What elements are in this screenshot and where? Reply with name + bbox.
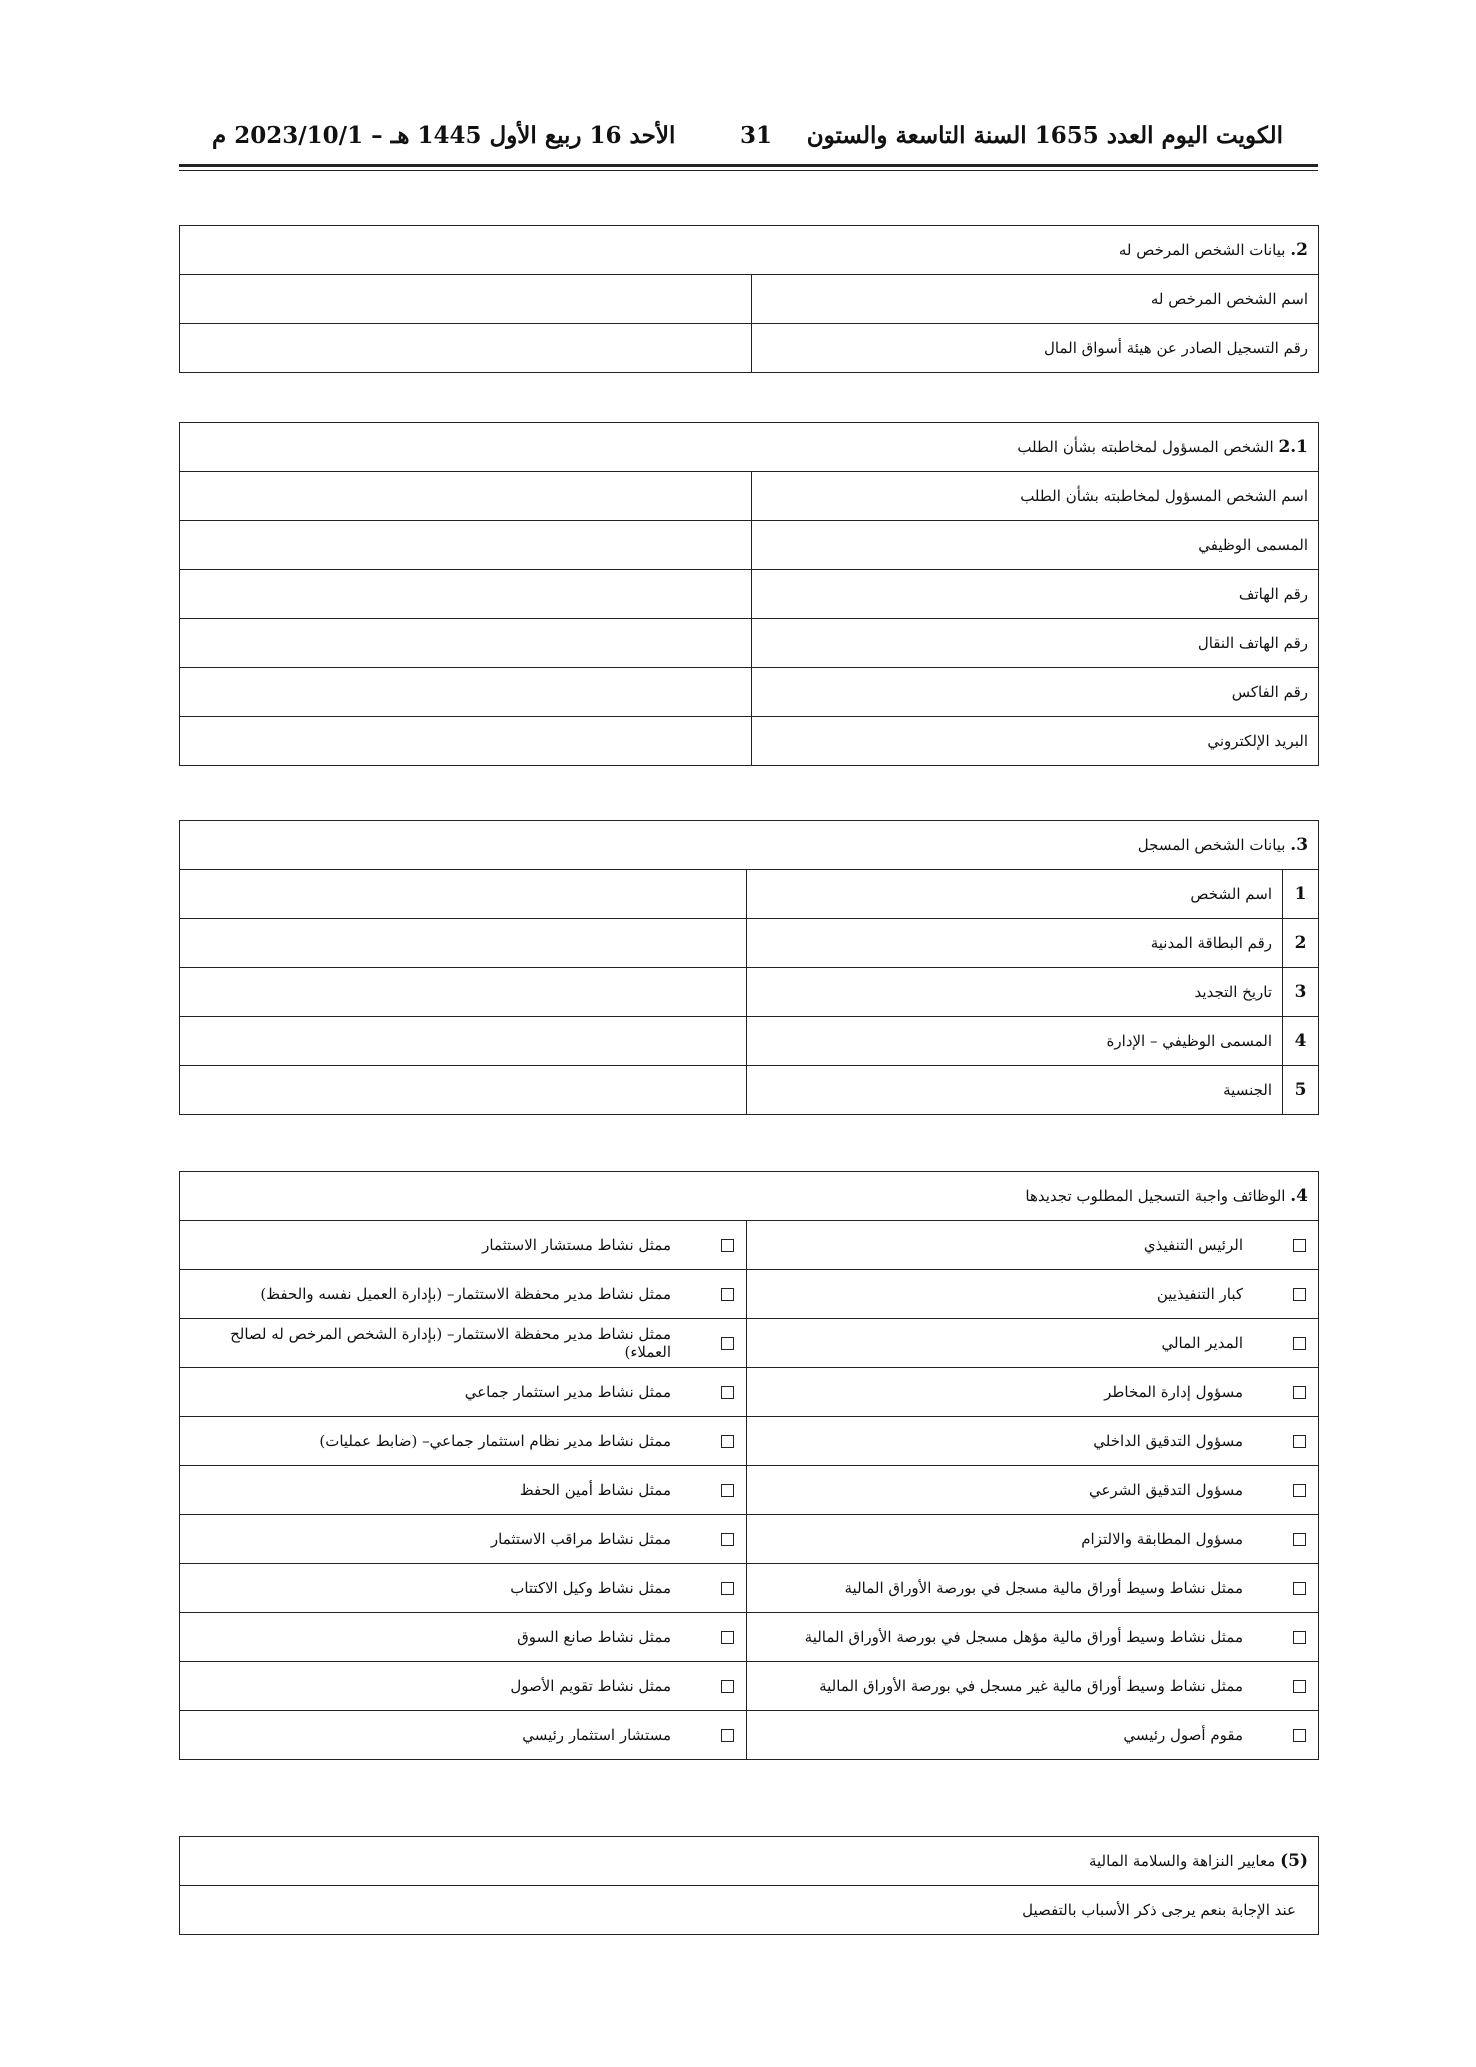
row-index: 4 [1283,1017,1319,1066]
table-row [180,1613,1319,1662]
field-value-input[interactable] [180,619,752,668]
field-value-input[interactable] [180,968,747,1017]
table-row [180,1017,1319,1066]
checkbox-label: مستشار استثمار رئيسي [522,1726,671,1744]
row-index: 1 [1283,870,1319,919]
section-number: 4. [1290,1186,1308,1206]
position-option-right[interactable] [747,1515,1319,1564]
header-date: الأحد 16 ربيع الأول 1445 هـ – 2023/10/1 م [212,122,676,149]
position-option-right[interactable] [747,1270,1319,1319]
checkbox[interactable] [1293,1582,1306,1595]
checkbox[interactable] [721,1582,734,1595]
checkbox[interactable] [721,1533,734,1546]
checkbox-label: ممثل نشاط صانع السوق [517,1628,671,1646]
checkbox-label: كبار التنفيذيين [1156,1285,1243,1303]
field-value-input[interactable] [180,275,752,324]
table-row [180,1662,1319,1711]
position-option-right[interactable] [747,1221,1319,1270]
checkbox-label: مسؤول المطابقة والالتزام [1081,1530,1243,1548]
row-index: 2 [1283,919,1319,968]
field-value-input[interactable] [180,472,752,521]
checkbox-label: المدير المالي [1161,1334,1243,1352]
section-5-note: عند الإجابة بنعم يرجى ذكر الأسباب بالتفصيل [180,1886,1319,1935]
position-option-right[interactable] [747,1417,1319,1466]
table-row [180,570,1319,619]
checkbox-label: مسؤول التدقيق الداخلي [1093,1432,1243,1450]
field-label: رقم التسجيل الصادر عن هيئة أسواق المال [752,324,1319,373]
checkbox-label: ممثل نشاط مدير نظام استثمار جماعي– (ضابط عمليات) [319,1432,671,1450]
table-row [180,1319,1319,1368]
checkbox-label: الرئيس التنفيذي [1143,1236,1243,1254]
positions-table [179,1171,1319,1760]
checkbox-label: مسؤول إدارة المخاطر [1104,1383,1243,1401]
position-option-left[interactable] [180,1221,747,1270]
checkbox-label: ممثل نشاط وسيط أوراق مالية مسجل في بورصة الأوراق المالية [844,1579,1243,1597]
checkbox[interactable] [721,1729,734,1742]
position-option-left[interactable] [180,1613,747,1662]
field-label: اسم الشخص المرخص له [752,275,1319,324]
position-option-left[interactable] [180,1270,747,1319]
table-row [180,1221,1319,1270]
position-option-right[interactable] [747,1368,1319,1417]
table-row [180,472,1319,521]
section-title: الشخص المسؤول لمخاطبته بشأن الطلب [1017,438,1274,456]
header-rule-thin [179,170,1318,171]
checkbox-label: ممثل نشاط وسيط أوراق مالية مؤهل مسجل في بورصة الأوراق المالية [804,1628,1243,1646]
table-row [180,619,1319,668]
section-5-heading [180,1837,1319,1886]
position-option-left[interactable] [180,1466,747,1515]
table-row [180,1417,1319,1466]
table-row [180,1270,1319,1319]
contact-person-table [179,422,1319,766]
row-index: 5 [1283,1066,1319,1115]
checkbox[interactable] [1293,1631,1306,1644]
section-2-heading [180,226,1319,275]
position-option-right[interactable] [747,1319,1319,1368]
table-row [180,1564,1319,1613]
field-value-input[interactable] [180,324,752,373]
checkbox-label: ممثل نشاط أمين الحفظ [519,1481,671,1499]
table-row [180,870,1319,919]
table-row [180,1466,1319,1515]
checkbox-label: ممثل نشاط وسيط أوراق مالية غير مسجل في بورصة الأوراق المالية [819,1677,1243,1695]
field-label: اسم الشخص [747,870,1283,919]
position-option-right[interactable] [747,1711,1319,1760]
row-index: 3 [1283,968,1319,1017]
position-option-right[interactable] [747,1613,1319,1662]
checkbox[interactable] [1293,1435,1306,1448]
checkbox[interactable] [721,1631,734,1644]
position-option-left[interactable] [180,1515,747,1564]
section-title: الوظائف واجبة التسجيل المطلوب تجديدها [1025,1187,1286,1205]
table-row [180,1711,1319,1760]
section-title: بيانات الشخص المسجل [1137,836,1286,854]
checkbox-label: ممثل نشاط مدير محفظة الاستثمار– (بإدارة العميل نفسه والحفظ) [260,1285,671,1303]
checkbox[interactable] [1293,1729,1306,1742]
table-row [180,1515,1319,1564]
field-label: رقم البطاقة المدنية [747,919,1283,968]
checkbox-label: مسؤول التدقيق الشرعي [1088,1481,1243,1499]
checkbox-label: ممثل نشاط تقويم الأصول [510,1677,671,1695]
section-4-heading [180,1172,1319,1221]
header-issue-info: الكويت اليوم العدد 1655 السنة التاسعة والستون [806,122,1283,149]
position-option-left[interactable] [180,1417,747,1466]
checkbox[interactable] [721,1435,734,1448]
position-option-left[interactable] [180,1564,747,1613]
table-row [180,968,1319,1017]
section-number: (5) [1280,1851,1308,1871]
field-label: البريد الإلكتروني [752,717,1319,766]
checkbox[interactable] [721,1337,734,1350]
field-label: رقم الهاتف النقال [752,619,1319,668]
section-number: 2. [1290,240,1308,260]
registered-person-table [179,820,1319,1115]
field-value-input[interactable] [180,570,752,619]
field-label: رقم الفاكس [752,668,1319,717]
checkbox[interactable] [1293,1386,1306,1399]
checkbox[interactable] [721,1484,734,1497]
section-number: 3. [1290,835,1309,855]
checkbox[interactable] [1293,1680,1306,1693]
section-3-heading [180,821,1319,870]
checkbox[interactable] [721,1386,734,1399]
header-rule [179,164,1318,167]
field-label: اسم الشخص المسؤول لمخاطبته بشأن الطلب [752,472,1319,521]
checkbox[interactable] [721,1288,734,1301]
field-value-input[interactable] [180,717,752,766]
checkbox-label: ممثل نشاط مستشار الاستثمار [482,1236,671,1254]
section-title: معايير النزاهة والسلامة المالية [1088,1852,1276,1870]
field-label: المسمى الوظيفي [752,521,1319,570]
checkbox-label: ممثل نشاط مدير محفظة الاستثمار– (بإدارة الشخص المرخص له لصالح العملاء) [230,1325,671,1361]
position-option-left[interactable] [180,1368,747,1417]
page-number: 31 [740,122,773,149]
checkbox-label: ممثل نشاط مراقب الاستثمار [490,1530,671,1548]
section-2-1-heading [180,423,1319,472]
table-row [180,668,1319,717]
checkbox-label: ممثل نشاط وكيل الاكتتاب [510,1579,671,1597]
field-label: المسمى الوظيفي – الإدارة [747,1017,1283,1066]
checkbox[interactable] [1293,1288,1306,1301]
position-option-left[interactable] [180,1319,747,1368]
checkbox-label: ممثل نشاط مدير استثمار جماعي [464,1383,671,1401]
field-value-input[interactable] [180,521,752,570]
checkbox[interactable] [1293,1533,1306,1546]
position-option-left[interactable] [180,1662,747,1711]
checkbox[interactable] [1293,1239,1306,1252]
position-option-right[interactable] [747,1564,1319,1613]
field-value-input[interactable] [180,668,752,717]
licensed-person-table [179,225,1319,373]
integrity-table [179,1836,1319,1935]
checkbox[interactable] [721,1239,734,1252]
field-label: الجنسية [747,1066,1283,1115]
table-row [180,324,1319,373]
position-option-left[interactable] [180,1711,747,1760]
table-row [180,717,1319,766]
table-row [180,919,1319,968]
field-label: رقم الهاتف [752,570,1319,619]
table-row [180,275,1319,324]
section-number: 2.1 [1278,437,1309,457]
position-option-right[interactable] [747,1466,1319,1515]
field-value-input[interactable] [180,870,747,919]
field-value-input[interactable] [180,919,747,968]
checkbox[interactable] [1293,1484,1306,1497]
checkbox[interactable] [1293,1337,1306,1350]
checkbox-label: مقوم أصول رئيسي [1123,1726,1243,1744]
checkbox[interactable] [721,1680,734,1693]
field-value-input[interactable] [180,1017,747,1066]
table-row [180,521,1319,570]
field-value-input[interactable] [180,1066,747,1115]
field-label: تاريخ التجديد [747,968,1283,1017]
table-row [180,1066,1319,1115]
section-title: بيانات الشخص المرخص له [1118,241,1286,259]
position-option-right[interactable] [747,1662,1319,1711]
table-row [180,1368,1319,1417]
